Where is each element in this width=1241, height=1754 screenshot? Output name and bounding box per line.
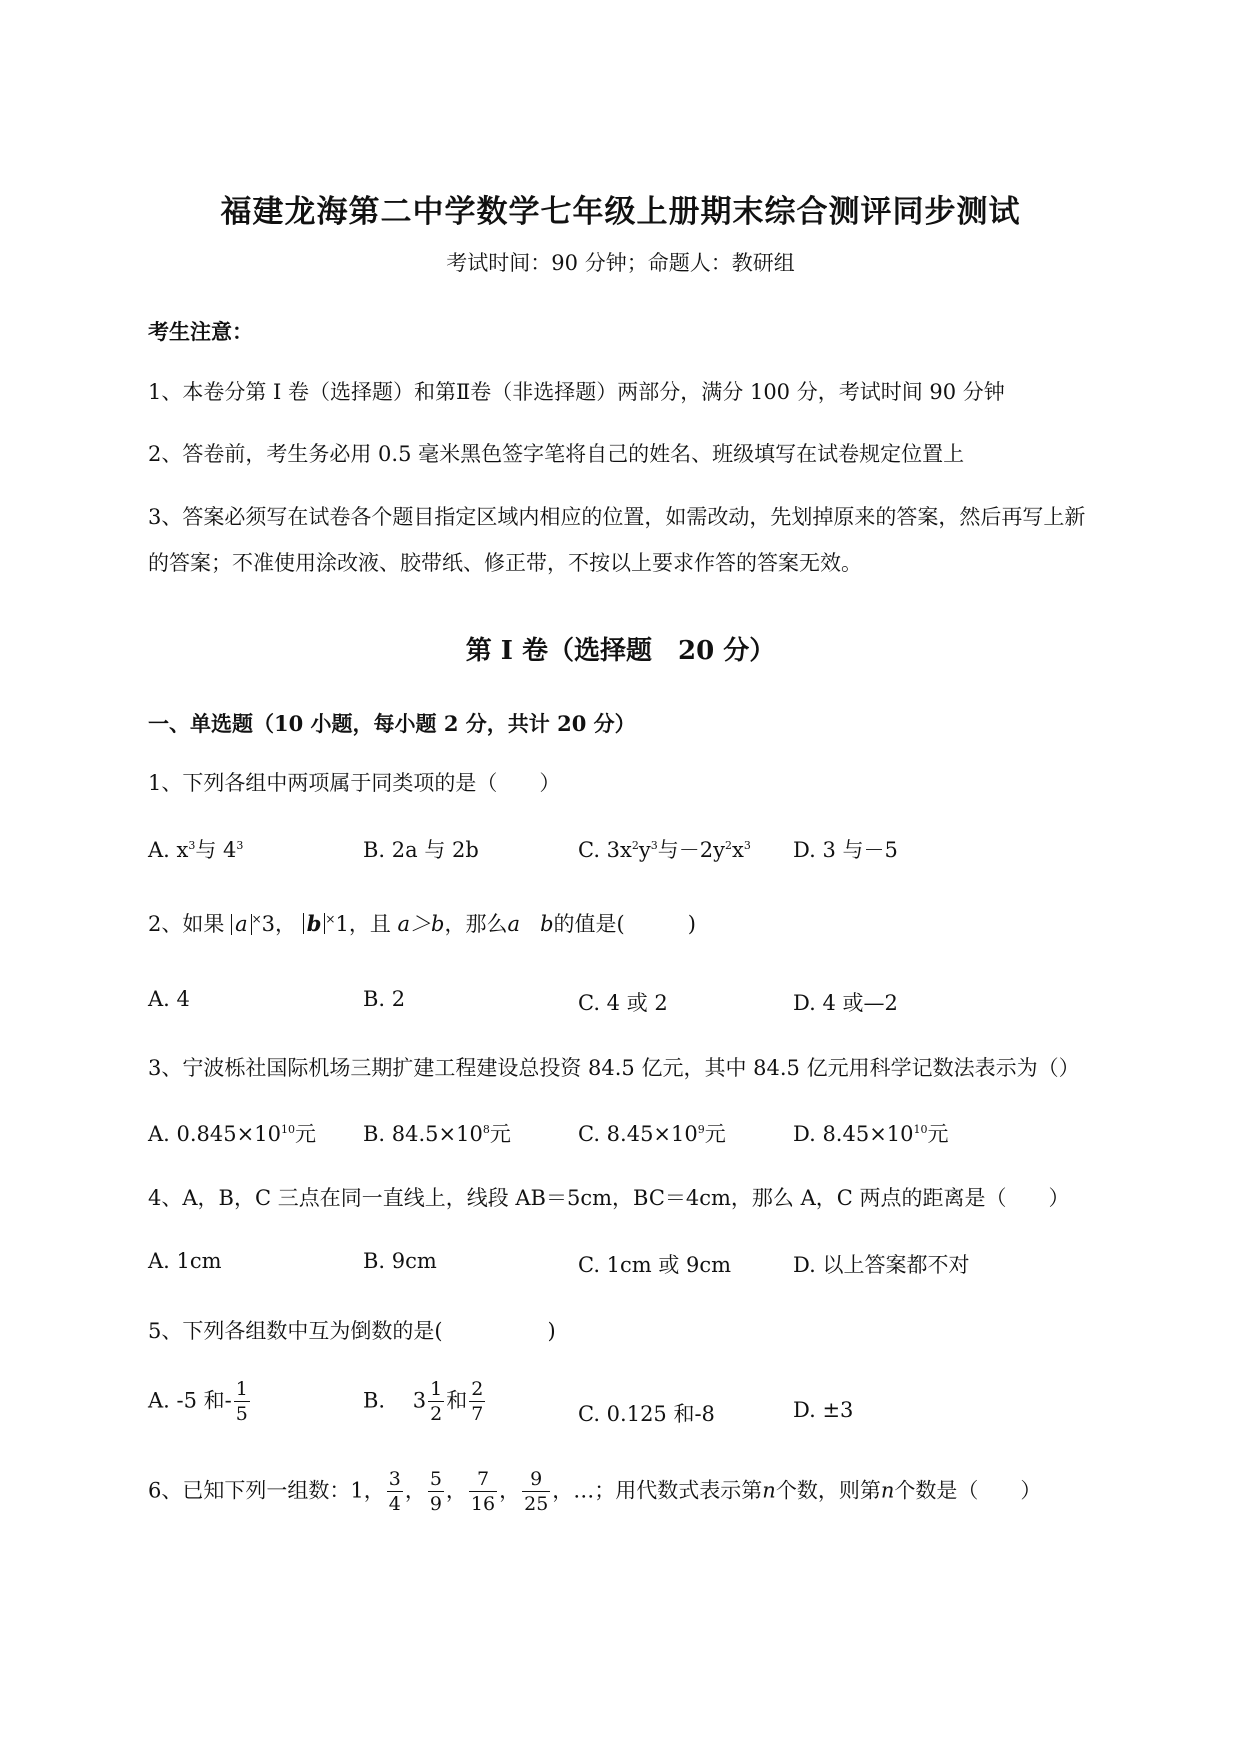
question-3-option-c[interactable]	[578, 1118, 726, 1148]
q3a-text-2: 元	[294, 1122, 316, 1146]
fraction-1-2	[428, 1380, 444, 1424]
q3d-text-1: D. 8.45×10	[793, 1122, 914, 1146]
question-3-option-d[interactable]	[793, 1118, 949, 1148]
notice-item-2: 2、答卷前，考生务必用 0.5 毫米黑色签字笔将自己的姓名、班级填写在试卷规定位置上	[148, 442, 965, 466]
q5a-numerator: 1	[235, 1378, 248, 1400]
q3b-exp: 8	[482, 1123, 490, 1136]
q5b-denominator-1: 2	[430, 1403, 443, 1425]
question-1-option-b[interactable]: B. 2a 与 2b	[363, 838, 479, 862]
q1a-exp-1: 3	[188, 839, 196, 852]
q6-var-n-1: n	[762, 1478, 776, 1503]
q6-f4-numerator: 9	[522, 1470, 550, 1492]
q5b-text-1: B. 3	[363, 1388, 427, 1413]
q3c-text-2: 元	[704, 1122, 726, 1146]
question-4-option-c[interactable]: C. 1cm 或 9cm	[578, 1253, 732, 1277]
q3d-text-2: 元	[927, 1122, 949, 1146]
q6-text-1: 6、已知下列一组数：1，	[148, 1478, 385, 1503]
question-1-option-a[interactable]	[148, 834, 243, 864]
question-4-option-b[interactable]: B. 9cm	[363, 1249, 437, 1273]
q6-text-4: 个数是（ ）	[894, 1478, 1042, 1503]
q1c-text-2: y	[638, 838, 651, 862]
notice-item-1: 1、本卷分第 I 卷（选择题）和第Ⅱ卷（非选择题）两部分，满分 100 分，考试时间 90 分钟	[148, 380, 1005, 404]
question-5-option-c[interactable]: C. 0.125 和-8	[578, 1402, 715, 1426]
q6-sep-1: ，	[404, 1478, 426, 1503]
q5a-denominator: 5	[235, 1403, 248, 1425]
q3b-text-1: B. 84.5×10	[363, 1122, 483, 1146]
notice-heading: 考生注意：	[148, 319, 253, 344]
fraction-9-25	[522, 1470, 550, 1514]
part-title: 一、单选题（10 小题，每小题 2 分，共计 20 分）	[148, 711, 636, 736]
q6-f4-denominator: 25	[524, 1493, 549, 1515]
question-4-option-a[interactable]: A. 1cm	[148, 1249, 222, 1273]
q6-var-n-2: n	[880, 1478, 895, 1503]
q5b-text-2: 和	[446, 1388, 468, 1413]
q3b-text-2: 元	[489, 1122, 511, 1146]
q1c-exp-4: 3	[743, 839, 751, 852]
notice-item-3-line-2: 的答案；不准使用涂改液、胶带纸、修正带，不按以上要求作答的答案无效。	[148, 551, 862, 575]
q5b-denominator-2: 7	[471, 1403, 484, 1425]
equals-glyph-a: ×	[251, 912, 262, 926]
notice-item-3-line-1: 3、答案必须写在试卷各个题目指定区域内相应的位置，如需改动，先划掉原来的答案，然后再写上新	[148, 505, 1086, 529]
q2-text-4: ，那么	[444, 912, 508, 936]
q1c-text-3: 与－2y	[657, 838, 725, 862]
q6-f2-numerator: 5	[429, 1468, 442, 1490]
question-1-option-c[interactable]	[578, 834, 751, 864]
fraction-2-7	[469, 1380, 485, 1424]
abs-a: a	[231, 914, 252, 935]
q1c-exp-2: 3	[650, 839, 658, 852]
question-3-stem: 3、宁波栎社国际机场三期扩建工程建设总投资 84.5 亿元，其中 84.5 亿元用科学记数法表示为（）	[148, 1056, 1080, 1080]
fraction-1-5	[234, 1380, 250, 1424]
q6-text-2: ，…；用代数式表示第	[552, 1478, 763, 1503]
q3c-exp: 9	[697, 1123, 705, 1136]
q2-expr-a: a	[507, 912, 521, 936]
abs-b: b	[303, 913, 326, 934]
q3a-text-1: A. 0.845×10	[148, 1122, 281, 1146]
q1a-text-2: 与 4	[195, 838, 237, 862]
q6-f3-denominator: 16	[470, 1493, 496, 1515]
question-3-option-a[interactable]	[148, 1118, 316, 1148]
q1c-exp-1: 2	[631, 839, 639, 852]
question-6-stem	[148, 1470, 1041, 1514]
q3a-exp: 10	[280, 1123, 295, 1136]
q2-text-1: 2、如果	[148, 912, 225, 936]
question-4-option-d[interactable]: D. 以上答案都不对	[793, 1253, 970, 1277]
question-3-option-b[interactable]	[363, 1118, 511, 1148]
q2-text-3: 1，且	[335, 912, 391, 936]
q6-f2-denominator: 9	[429, 1493, 442, 1515]
question-2-option-b[interactable]: B. 2	[363, 987, 406, 1011]
fraction-7-16	[469, 1470, 497, 1514]
q1a-exp-2: 3	[236, 839, 244, 852]
q2-text-2: 3，	[261, 912, 297, 936]
q5b-numerator-2: 2	[471, 1378, 484, 1400]
section-title-part-b: 20 分）	[678, 636, 776, 666]
question-4-stem: 4、A，B，C 三点在同一直线上，线段 AB＝5cm，BC＝4cm，那么 A，C 两点的距离是（ ）	[148, 1186, 1070, 1210]
page-title: 福建龙海第二中学数学七年级上册期末综合测评同步测试	[220, 194, 1021, 230]
q6-sep-2: ，	[445, 1478, 467, 1503]
q2-text-5: 的值是( )	[553, 912, 696, 936]
q3d-exp: 10	[913, 1123, 928, 1136]
question-2-option-d[interactable]: D. 4 或—2	[793, 991, 898, 1015]
exam-info: 考试时间：90 分钟；命题人：教研组	[446, 251, 795, 275]
q1c-exp-3: 2	[724, 839, 732, 852]
q6-f3-numerator: 7	[469, 1470, 497, 1492]
q5a-text: A. -5 和-	[148, 1388, 232, 1413]
q1a-text-1: A. x	[148, 838, 189, 862]
question-5-stem: 5、下列各组数中互为倒数的是( )	[148, 1319, 556, 1343]
q1c-text-1: C. 3x	[578, 838, 632, 862]
question-5-option-d[interactable]: D. ±3	[793, 1398, 854, 1422]
question-2-option-a[interactable]: A. 4	[148, 987, 190, 1011]
question-1-option-d[interactable]: D. 3 与－5	[793, 838, 898, 862]
q6-sep-3: ，	[499, 1478, 521, 1503]
q3c-text-1: C. 8.45×10	[578, 1122, 698, 1146]
fraction-5-9	[428, 1470, 444, 1514]
q2-expr-b: b	[540, 912, 554, 936]
q5b-numerator-1: 1	[430, 1378, 443, 1400]
section-title-part-a: 第 I 卷（选择题	[465, 636, 653, 666]
fraction-3-4	[387, 1470, 403, 1514]
question-5-option-b[interactable]	[363, 1380, 487, 1424]
q2-condition: a＞b	[397, 912, 445, 936]
question-2-stem	[148, 908, 696, 938]
q6-f1-numerator: 3	[388, 1468, 401, 1490]
equals-glyph-b: ×	[325, 912, 336, 926]
question-5-option-a[interactable]	[148, 1380, 252, 1424]
question-1-stem: 1、下列各组中两项属于同类项的是（ ）	[148, 771, 561, 795]
section-title	[0, 630, 1241, 667]
q6-text-3: 个数，则第	[775, 1478, 881, 1503]
q6-f1-denominator: 4	[388, 1493, 401, 1515]
q1c-text-4: x	[731, 838, 744, 862]
question-2-option-c[interactable]: C. 4 或 2	[578, 991, 668, 1015]
